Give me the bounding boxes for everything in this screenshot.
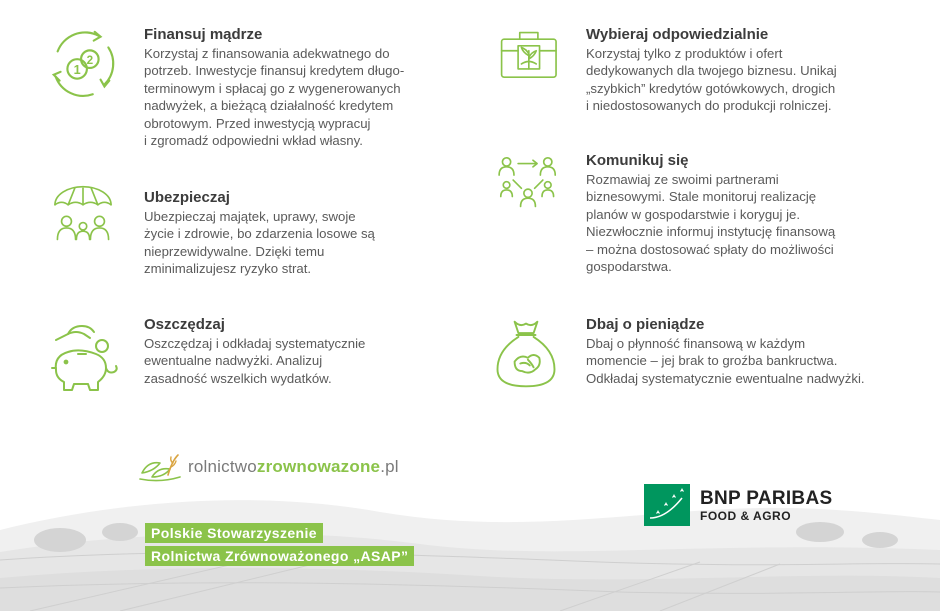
section-title: Finansuj mądrze bbox=[144, 26, 263, 43]
section-title: Dbaj o pieniądze bbox=[586, 316, 705, 333]
site-logo bbox=[138, 450, 399, 484]
piggy-bank-icon bbox=[44, 316, 124, 396]
section-title: Oszczędzaj bbox=[144, 316, 225, 333]
bnp-paribas-logo bbox=[644, 484, 832, 526]
section-body: Oszczędzaj i odkładaj systematycznie ewentualne nadwyżki. Analizuj zasadność wszelkich wydatków. bbox=[144, 336, 366, 386]
bnp-sub: FOOD & AGRO bbox=[700, 508, 792, 523]
bnp-brand: BNP PARIBAS bbox=[700, 487, 833, 509]
section-title: Wybieraj odpowiedzialnie bbox=[586, 26, 769, 43]
asap-label bbox=[145, 523, 414, 569]
section-body: Ubezpieczaj majątek, uprawy, swoje życie i zdrowie, bo zdarzenia losowe są nieprzewidywalne. Dzięki temu zminimalizujesz ryzyko strat. bbox=[144, 209, 375, 277]
section-body: Korzystaj tylko z produktów i ofert dedykowanych dla twojego biznesu. Unikaj „szybkich” kredytów gotówkowych, drogich i niedostosowanych do produkcji rolniczej. bbox=[586, 46, 837, 114]
asap-line-2: Rolnictwa Zrównoważonego „ASAP” bbox=[145, 546, 414, 566]
umbrella-family-icon bbox=[44, 185, 122, 251]
section-body: Dbaj o płynność finansową w każdym momencie – jej brak to groźba bankructwa. Odkładaj systematycznie ewentualne nadwyżki. bbox=[586, 336, 865, 386]
section-title: Komunikuj się bbox=[586, 152, 689, 169]
section-body: Rozmawiaj ze swoimi partnerami biznesowymi. Stale monitoruj realizację planów w gospodarstwie i koryguj je. Niezwłocznie informuj instytucję finansową – można dostosować spłaty do możliwości gospodarstwa. bbox=[586, 172, 836, 275]
section-title: Ubezpieczaj bbox=[144, 189, 230, 206]
people-network-icon bbox=[488, 152, 568, 218]
coin-digit-1: 1 bbox=[73, 62, 81, 77]
leaf-logo-icon bbox=[138, 451, 182, 483]
coin-digit-2: 2 bbox=[86, 54, 94, 68]
cycle-arrows-coins-icon bbox=[44, 26, 122, 104]
bnp-stars-icon bbox=[644, 484, 690, 526]
section-body: Korzystaj z finansowania adekwatnego do potrzeb. Inwestycje finansuj kredytem długo- terminowym i spłacaj go z wygenerowanych nadwyżek, a bieżącą działalność kredytem obrotowym. Przed inwestycją wypracuj i zgromadź odpowiedni wkład własny. bbox=[144, 46, 405, 149]
site-url: rolnictwozrownowazone.pl bbox=[188, 457, 399, 476]
money-bag-icon bbox=[488, 316, 564, 392]
briefcase-plant-icon bbox=[488, 26, 568, 92]
asap-line-1: Polskie Stowarzyszenie bbox=[145, 523, 323, 543]
